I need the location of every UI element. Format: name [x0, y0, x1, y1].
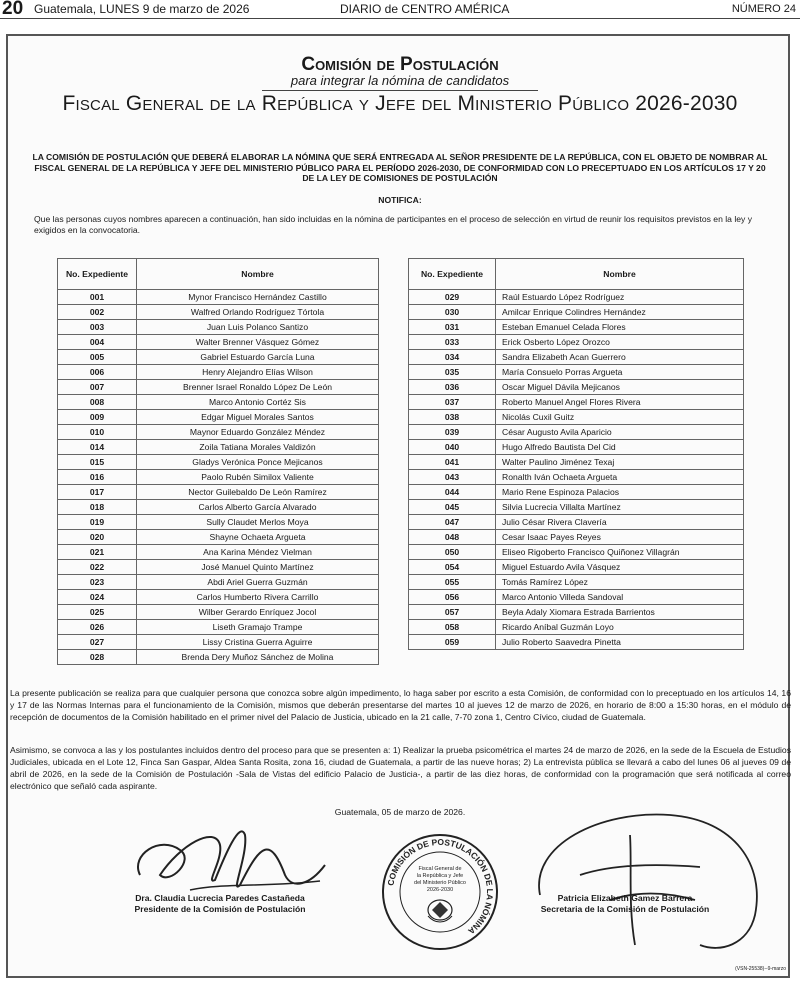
- notifica-label: NOTIFICA:: [378, 195, 422, 205]
- notice-paragraph-1: La presente publicación se realiza para que cualquier persona que conozca sobre algún impedimento, lo haga saber por escrito a esta Comisión, de conformidad con lo preceptuado en los artículos 14, 16 y 17 de las Normas Internas para el funcionamiento de la Comisión, mismos que deberán presentarse del martes 10 al jueves 12 de marzo de 2026, en horario de 8:00 a 15:30 horas, en el módulo de recepción de documentos de la Comisión habilitado en el primer nivel del Palacio de Justicia, ubicado en la 21 calle, 7-70 zona 1, Centro Cívico, ciudad de Guatemala.: [10, 688, 791, 722]
- candidate-name: Walter Paulino Jiménez Texaj: [496, 455, 744, 470]
- candidate-name: Gabriel Estuardo García Luna: [137, 350, 379, 365]
- candidate-name: Hugo Alfredo Bautista Del Cid: [496, 440, 744, 455]
- expediente-number: 033: [409, 335, 496, 350]
- expediente-number: 020: [58, 530, 137, 545]
- right-signer-name: Patricia Elizabeth Gamez Barrera: [557, 893, 693, 903]
- table-row: [58, 515, 379, 530]
- right-signature-scribble: [520, 805, 770, 955]
- candidate-name: Mario Rene Espinoza Palacios: [496, 485, 744, 500]
- expediente-number: 044: [409, 485, 496, 500]
- table-row: [58, 650, 379, 665]
- expediente-number: 027: [58, 635, 137, 650]
- expediente-number: 059: [409, 635, 496, 650]
- table-row: [409, 320, 744, 335]
- candidate-name: Julio César Rivera Clavería: [496, 515, 744, 530]
- seal-ring-text: COMISIÓN DE POSTULACIÓN DE LA NÓMINA: [385, 836, 496, 937]
- expediente-number: 007: [58, 380, 137, 395]
- seal-line: del Ministerio Público: [414, 880, 466, 886]
- candidate-name: Erick Osberto López Orozco: [496, 335, 744, 350]
- table-row: [409, 365, 744, 380]
- candidate-name: Zoila Tatiana Morales Valdizón: [137, 440, 379, 455]
- expediente-number: 034: [409, 350, 496, 365]
- expediente-number: 015: [58, 455, 137, 470]
- table-row: [409, 290, 744, 305]
- table-row: [58, 590, 379, 605]
- table-row: [58, 365, 379, 380]
- table-row: [58, 350, 379, 365]
- table-row: [58, 560, 379, 575]
- table-row: [409, 410, 744, 425]
- expediente-number: 039: [409, 425, 496, 440]
- table-row: [58, 425, 379, 440]
- expediente-number: 016: [58, 470, 137, 485]
- table-row: [409, 455, 744, 470]
- col-number-header: No. Expediente: [409, 259, 496, 290]
- candidate-name: Henry Alejandro Elías Wilson: [137, 365, 379, 380]
- candidate-name: Wilber Gerardo Enríquez Jocol: [137, 605, 379, 620]
- table-row: [409, 590, 744, 605]
- notice-intro: LA COMISIÓN DE POSTULACIÓN QUE DEBERÁ ELABORAR LA NÓMINA QUE SERÁ ENTREGADA AL SEÑOR PRESIDENTE DE LA REPÚBLICA, CON EL OBJETO DE NOMBRAR AL FISCAL GENERAL DE LA REPÚBLICA Y JEFE DEL MINISTERIO PÚBLICO PARA EL PERÍODO 2026-2030, DE CONFORMIDAD CON LO PRECEPTUADO EN LOS ARTÍCULOS 17 Y 20 DE LA LEY DE COMISIONES DE POSTULACIÓN: [32, 152, 768, 184]
- issue-number: NÚMERO 24: [731, 3, 796, 15]
- candidate-name: Maynor Eduardo González Méndez: [137, 425, 379, 440]
- table-row: [409, 545, 744, 560]
- expediente-number: 058: [409, 620, 496, 635]
- expediente-number: 021: [58, 545, 137, 560]
- candidate-name: Julio Roberto Saavedra Pinetta: [496, 635, 744, 650]
- notice-lead: Que las personas cuyos nombres aparecen a continuación, han sido incluidas en la nómina de participantes en el proceso de selección en virtud de reunir los requisitos previstos en la ley y exigidos en la convocatoria.: [34, 214, 752, 235]
- seal-line: Fiscal General de: [418, 866, 462, 872]
- expediente-number: 035: [409, 365, 496, 380]
- table-row: [409, 530, 744, 545]
- table-row: [58, 335, 379, 350]
- candidate-name: Gladys Verónica Ponce Mejicanos: [137, 455, 379, 470]
- table-row: [58, 620, 379, 635]
- notice-paragraph-2: Asimismo, se convoca a las y los postulantes incluidos dentro del proceso para que se presenten a: 1) Realizar la prueba psicométrica el martes 24 de marzo de 2026, en la sede de la Escuela de Estudios Judiciales, ubicada en el Lote 12, Finca San Gaspar, Aldea Santa Rosita, zona 16, ciudad de Guatemala, a partir de las nueve horas; 2) La entrevista pública se llevará a cabo del lunes 06 al jueves 09 de abril de 2026, en la sede de la Comisión de Postulación -Sala de Vistas del edificio Palacio de Justicia-, a partir de las diez horas, de conformidad con la programación que será notificada al correo electrónico que señaló cada aspirante.: [10, 745, 791, 791]
- expediente-number: 006: [58, 365, 137, 380]
- notice-title: Comisión de Postulación: [301, 54, 499, 75]
- expediente-number: 023: [58, 575, 137, 590]
- candidate-name: Eliseo Rigoberto Francisco Quiñonez Villagrán: [496, 545, 744, 560]
- table-row: [409, 395, 744, 410]
- expediente-number: 019: [58, 515, 137, 530]
- candidate-name: Cesar Isaac Payes Reyes: [496, 530, 744, 545]
- table-row: [409, 350, 744, 365]
- seal-line: la República y Jefe: [416, 873, 464, 879]
- table-row: [58, 410, 379, 425]
- commission-seal: [380, 832, 500, 952]
- candidate-name: Roberto Manuel Angel Flores Rivera: [496, 395, 744, 410]
- expediente-number: 010: [58, 425, 137, 440]
- table-row: [409, 335, 744, 350]
- table-row: [409, 605, 744, 620]
- table-row: [58, 470, 379, 485]
- table-row: [58, 575, 379, 590]
- expediente-number: 050: [409, 545, 496, 560]
- candidate-name: José Manuel Quinto Martínez: [137, 560, 379, 575]
- candidate-name: Raúl Estuardo López Rodríguez: [496, 290, 744, 305]
- signature-left: [100, 893, 340, 915]
- candidate-name: Brenner Israel Ronaldo López De León: [137, 380, 379, 395]
- candidates-table-right: [408, 258, 744, 650]
- col-name-header: Nombre: [137, 259, 379, 290]
- expediente-number: 009: [58, 410, 137, 425]
- table-row: [58, 320, 379, 335]
- table-row: [409, 470, 744, 485]
- expediente-number: 014: [58, 440, 137, 455]
- table-row: [58, 440, 379, 455]
- expediente-number: 056: [409, 590, 496, 605]
- seal-line: 2026-2030: [426, 887, 454, 893]
- candidate-name: Liseth Gramajo Trampe: [137, 620, 379, 635]
- candidate-name: Abdi Ariel Guerra Guzmán: [137, 575, 379, 590]
- col-name-header: Nombre: [496, 259, 744, 290]
- expediente-number: 038: [409, 410, 496, 425]
- table-row: [409, 380, 744, 395]
- table-row: [58, 635, 379, 650]
- candidate-name: Shayne Ochaeta Argueta: [137, 530, 379, 545]
- candidate-name: Ricardo Aníbal Guzmán Loyo: [496, 620, 744, 635]
- table-row: [409, 440, 744, 455]
- expediente-number: 040: [409, 440, 496, 455]
- table-row: [58, 380, 379, 395]
- candidate-name: Paolo Rubén Similox Valiente: [137, 470, 379, 485]
- candidate-name: Walter Brenner Vásquez Gómez: [137, 335, 379, 350]
- candidate-name: Nector Guilebaldo De León Ramírez: [137, 485, 379, 500]
- table-row: [58, 455, 379, 470]
- col-number-header: No. Expediente: [58, 259, 137, 290]
- table-row: [58, 290, 379, 305]
- table-row: [409, 500, 744, 515]
- candidate-name: Nicolás Cuxil Guitz: [496, 410, 744, 425]
- expediente-number: 054: [409, 560, 496, 575]
- expediente-number: 005: [58, 350, 137, 365]
- header-date: Guatemala, LUNES 9 de marzo de 2026: [34, 2, 250, 16]
- expediente-number: 026: [58, 620, 137, 635]
- table-row: [409, 515, 744, 530]
- place-date: Guatemala, 05 de marzo de 2026.: [334, 807, 466, 817]
- candidate-name: Sandra Elizabeth Acan Guerrero: [496, 350, 744, 365]
- notice-heading: Fiscal General de la República y Jefe del Ministerio Público 2026-2030: [62, 92, 738, 115]
- candidate-name: Carlos Humberto Rivera Carrillo: [137, 590, 379, 605]
- expediente-number: 043: [409, 470, 496, 485]
- expediente-number: 003: [58, 320, 137, 335]
- candidate-name: Tomás Ramírez López: [496, 575, 744, 590]
- right-signer-role: Secretaria de la Comisión de Postulación: [540, 904, 710, 914]
- expediente-number: 045: [409, 500, 496, 515]
- table-row: [409, 560, 744, 575]
- candidate-name: Lissy Cristina Guerra Aguirre: [137, 635, 379, 650]
- candidate-name: Carlos Alberto García Alvarado: [137, 500, 379, 515]
- candidate-name: Miguel Estuardo Avila Vásquez: [496, 560, 744, 575]
- footer-code: (VSN-25538)--9-marzo: [735, 966, 786, 972]
- candidate-name: Walfred Orlando Rodríguez Tórtola: [137, 305, 379, 320]
- candidate-name: Amilcar Enrique Colindres Hernández: [496, 305, 744, 320]
- expediente-number: 024: [58, 590, 137, 605]
- newspaper-header: [0, 0, 800, 19]
- expediente-number: 025: [58, 605, 137, 620]
- candidate-name: Beyla Adaly Xiomara Estrada Barrientos: [496, 605, 744, 620]
- expediente-number: 004: [58, 335, 137, 350]
- left-signature-scribble: [120, 815, 330, 900]
- candidate-name: Juan Luis Polanco Santizo: [137, 320, 379, 335]
- table-row: [58, 485, 379, 500]
- notice-subtitle: para integrar la nómina de candidatos: [290, 73, 510, 88]
- expediente-number: 029: [409, 290, 496, 305]
- candidate-name: Mynor Francisco Hernández Castillo: [137, 290, 379, 305]
- page-number: 20: [2, 0, 24, 19]
- candidate-name: María Consuelo Porras Argueta: [496, 365, 744, 380]
- table-row: [58, 395, 379, 410]
- candidate-name: Brenda Dery Muñoz Sánchez de Molina: [137, 650, 379, 665]
- left-signer-name: Dra. Claudia Lucrecia Paredes Castañeda: [135, 893, 305, 903]
- expediente-number: 041: [409, 455, 496, 470]
- table-row: [409, 485, 744, 500]
- table-row: [409, 305, 744, 320]
- expediente-number: 001: [58, 290, 137, 305]
- expediente-number: 037: [409, 395, 496, 410]
- expediente-number: 030: [409, 305, 496, 320]
- expediente-number: 057: [409, 605, 496, 620]
- table-row: [58, 605, 379, 620]
- expediente-number: 048: [409, 530, 496, 545]
- signature-right: [500, 893, 750, 915]
- candidate-name: Marco Antonio Cortéz Sis: [137, 395, 379, 410]
- candidate-name: Ronalth Iván Ochaeta Argueta: [496, 470, 744, 485]
- expediente-number: 017: [58, 485, 137, 500]
- table-row: [409, 620, 744, 635]
- candidate-name: Esteban Emanuel Celada Flores: [496, 320, 744, 335]
- candidate-name: Marco Antonio Villeda Sandoval: [496, 590, 744, 605]
- table-row: [58, 500, 379, 515]
- candidate-name: Silvia Lucrecia Villalta Martínez: [496, 500, 744, 515]
- expediente-number: 031: [409, 320, 496, 335]
- table-row: [409, 635, 744, 650]
- candidate-name: César Augusto Avila Aparicio: [496, 425, 744, 440]
- expediente-number: 055: [409, 575, 496, 590]
- candidate-name: Ana Karina Méndez Vielman: [137, 545, 379, 560]
- table-row: [58, 305, 379, 320]
- expediente-number: 028: [58, 650, 137, 665]
- expediente-number: 036: [409, 380, 496, 395]
- expediente-number: 047: [409, 515, 496, 530]
- expediente-number: 008: [58, 395, 137, 410]
- candidate-name: Oscar Miguel Dávila Mejicanos: [496, 380, 744, 395]
- candidate-name: Sully Claudet Merlos Moya: [137, 515, 379, 530]
- expediente-number: 002: [58, 305, 137, 320]
- newspaper-name: DIARIO de CENTRO AMÉRICA: [340, 2, 510, 16]
- table-row: [409, 425, 744, 440]
- expediente-number: 018: [58, 500, 137, 515]
- candidates-table-left: [57, 258, 379, 665]
- left-signer-role: Presidente de la Comisión de Postulación: [134, 904, 306, 914]
- table-row: [58, 545, 379, 560]
- table-row: [409, 575, 744, 590]
- expediente-number: 022: [58, 560, 137, 575]
- candidate-name: Edgar Miguel Morales Santos: [137, 410, 379, 425]
- title-divider: [262, 90, 538, 91]
- coat-of-arms-icon: [428, 900, 452, 922]
- table-row: [58, 530, 379, 545]
